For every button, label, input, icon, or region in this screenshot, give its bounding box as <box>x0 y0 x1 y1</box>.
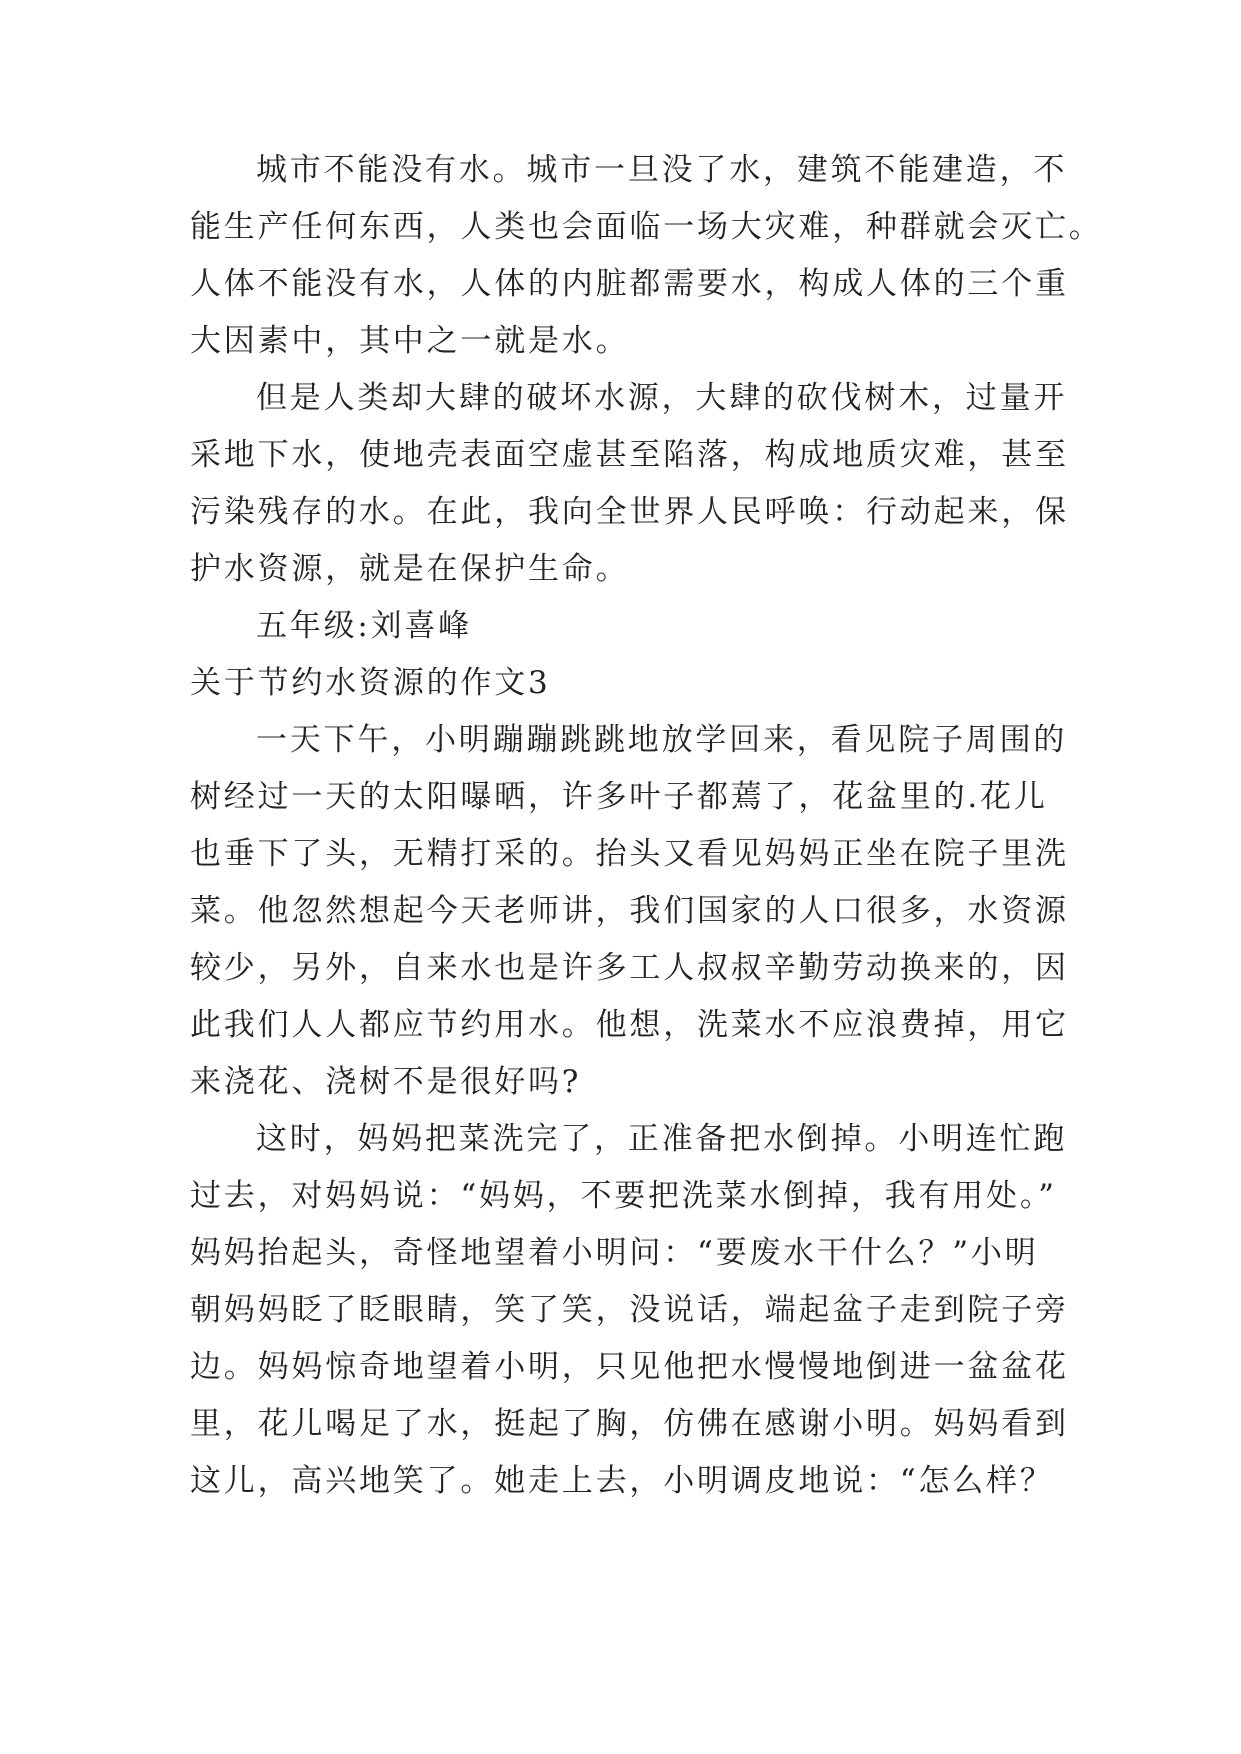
paragraph-line: 这儿，高兴地笑了。她走上去，小明调皮地说：“怎么样？ <box>190 1463 1054 1499</box>
author-signature: 五年级:刘喜峰 <box>256 608 473 644</box>
paragraph-line: 能生产任何东西，人类也会面临一场大灾难，种群就会灭亡。 <box>190 209 1103 245</box>
paragraph-line: 护水资源，就是在保护生命。 <box>190 551 630 587</box>
paragraph-line: 边。妈妈惊奇地望着小明，只见他把水慢慢地倒进一盆盆花 <box>190 1349 1069 1385</box>
paragraph-line: 人体不能没有水，人体的内脏都需要水，构成人体的三个重 <box>190 266 1069 302</box>
paragraph-line: 也垂下了头，无精打采的。抬头又看见妈妈正坐在院子里洗 <box>190 836 1069 872</box>
paragraph-line: 菜。他忽然想起今天老师讲，我们国家的人口很多，水资源 <box>190 893 1069 929</box>
paragraph-line: 里，花儿喝足了水，挺起了胸，仿佛在感谢小明。妈妈看到 <box>190 1406 1069 1442</box>
paragraph-line: 较少，另外，自来水也是许多工人叔叔辛勤劳动换来的，因 <box>190 950 1069 986</box>
paragraph-line: 过去，对妈妈说：“妈妈，不要把洗菜水倒掉，我有用处。” <box>190 1178 1057 1214</box>
paragraph-line: 但是人类却大肆的破坏水源，大肆的砍伐树木，过量开 <box>256 380 1068 416</box>
paragraph-line: 污染残存的水。在此，我向全世界人民呼唤：行动起来，保 <box>190 494 1069 530</box>
paragraph-line: 此我们人人都应节约用水。他想，洗菜水不应浪费掉，用它 <box>190 1007 1069 1043</box>
paragraph-line: 采地下水，使地壳表面空虚甚至陷落，构成地质灾难，甚至 <box>190 437 1069 473</box>
paragraph-line: 来浇花、浇树不是很好吗? <box>190 1064 582 1100</box>
paragraph-line: 树经过一天的太阳曝晒，许多叶子都蔫了，花盆里的.花儿 <box>190 779 1048 815</box>
paragraph-line: 这时，妈妈把菜洗完了，正准备把水倒掉。小明连忙跑 <box>256 1121 1068 1157</box>
paragraph-line: 妈妈抬起头，奇怪地望着小明问：“要废水干什么？”小明 <box>190 1235 1039 1271</box>
paragraph-line: 城市不能没有水。城市一旦没了水，建筑不能建造，不 <box>256 152 1068 188</box>
paragraph-line: 一天下午，小明蹦蹦跳跳地放学回来，看见院子周围的 <box>256 722 1068 758</box>
paragraph-line: 朝妈妈眨了眨眼睛，笑了笑，没说话，端起盆子走到院子旁 <box>190 1292 1069 1328</box>
section-heading: 关于节约水资源的作文3 <box>190 665 551 701</box>
paragraph-line: 大因素中，其中之一就是水。 <box>190 323 630 359</box>
